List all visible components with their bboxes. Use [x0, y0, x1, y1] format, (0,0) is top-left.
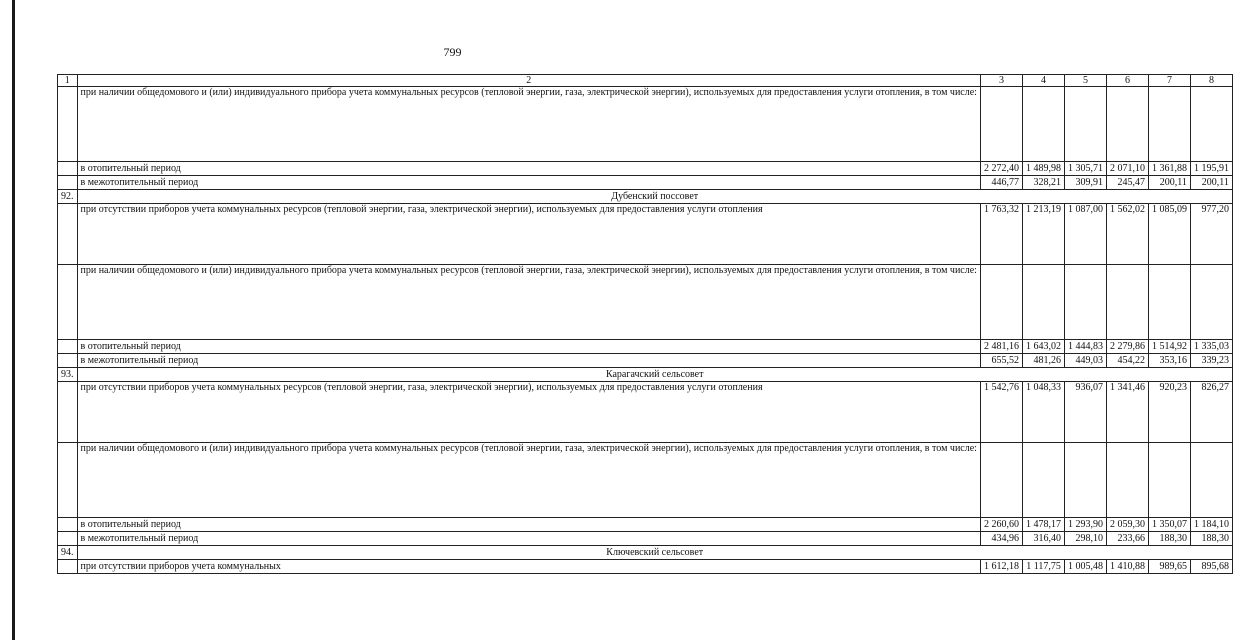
- value-cell: [1190, 443, 1232, 518]
- table-row: [58, 532, 1233, 546]
- value-cell: [980, 443, 1022, 518]
- value-cell: 1 184,10: [1190, 518, 1232, 532]
- table-row: [58, 162, 1233, 176]
- value-cell: 1 763,32: [980, 204, 1022, 265]
- value-cell: 245,47: [1106, 176, 1148, 190]
- value-cell: 1 335,03: [1190, 340, 1232, 354]
- value-cell: 895,68: [1190, 560, 1232, 574]
- value-cell: 434,96: [980, 532, 1022, 546]
- value-cell: 2 481,16: [980, 340, 1022, 354]
- value-cell: 1 489,98: [1022, 162, 1064, 176]
- value-cell: 233,66: [1106, 532, 1148, 546]
- value-cell: 1 612,18: [980, 560, 1022, 574]
- value-cell: [980, 87, 1022, 162]
- section-row: [58, 546, 1233, 560]
- row-description: в отопительный период: [77, 162, 980, 176]
- row-description: при отсутствии приборов учета коммунальных: [77, 560, 980, 574]
- value-cell: 1 213,19: [1022, 204, 1064, 265]
- value-cell: [980, 265, 1022, 340]
- column-number-row: [58, 75, 1233, 87]
- section-number: 92.: [58, 190, 78, 204]
- row-number-cell: [58, 162, 78, 176]
- section-number: 94.: [58, 546, 78, 560]
- value-cell: 188,30: [1148, 532, 1190, 546]
- value-cell: 2 279,86: [1106, 340, 1148, 354]
- row-number-cell: [58, 204, 78, 265]
- value-cell: 2 260,60: [980, 518, 1022, 532]
- value-cell: 454,22: [1106, 354, 1148, 368]
- row-number-cell: [58, 354, 78, 368]
- row-number-cell: [58, 265, 78, 340]
- value-cell: 1 361,88: [1148, 162, 1190, 176]
- value-cell: [1190, 265, 1232, 340]
- section-number: 93.: [58, 368, 78, 382]
- table-row: [58, 560, 1233, 574]
- value-cell: 188,30: [1190, 532, 1232, 546]
- value-cell: [1148, 87, 1190, 162]
- column-header: 5: [1064, 75, 1106, 87]
- table-row: [58, 382, 1233, 443]
- value-cell: [1106, 443, 1148, 518]
- section-title: Карагачский сельсовет: [77, 368, 1232, 382]
- value-cell: 1 562,02: [1106, 204, 1148, 265]
- section-row: [58, 368, 1233, 382]
- value-cell: 328,21: [1022, 176, 1064, 190]
- value-cell: 1 410,88: [1106, 560, 1148, 574]
- column-header: 6: [1106, 75, 1148, 87]
- table-row: [58, 518, 1233, 532]
- row-description: при отсутствии приборов учета коммунальных ресурсов (тепловой энергии, газа, электрической энергии), используемых для предоставления услуги отопления: [77, 382, 980, 443]
- row-description: при наличии общедомового и (или) индивидуального прибора учета коммунальных ресурсов (тепловой энергии, газа, электрической энергии), используемых для предоставления услуги отопления, в том числе:: [77, 265, 980, 340]
- page-number: 799: [443, 45, 462, 59]
- value-cell: 298,10: [1064, 532, 1106, 546]
- row-number-cell: [58, 340, 78, 354]
- row-number-cell: [58, 382, 78, 443]
- value-cell: 446,77: [980, 176, 1022, 190]
- row-description: при наличии общедомового и (или) индивидуального прибора учета коммунальных ресурсов (тепловой энергии, газа, электрической энергии), используемых для предоставления услуги отопления, в том числе:: [77, 443, 980, 518]
- column-header: 8: [1190, 75, 1232, 87]
- value-cell: [1022, 87, 1064, 162]
- value-cell: 1 293,90: [1064, 518, 1106, 532]
- row-description: в межотопительный период: [77, 354, 980, 368]
- table-row: [58, 176, 1233, 190]
- value-cell: [1148, 265, 1190, 340]
- column-header: 2: [77, 75, 980, 87]
- column-header: 4: [1022, 75, 1064, 87]
- value-cell: 1 444,83: [1064, 340, 1106, 354]
- table-row: [58, 354, 1233, 368]
- value-cell: 920,23: [1148, 382, 1190, 443]
- column-header: 7: [1148, 75, 1190, 87]
- table-row: [58, 87, 1233, 162]
- value-cell: 1 341,46: [1106, 382, 1148, 443]
- value-cell: 339,23: [1190, 354, 1232, 368]
- value-cell: [1064, 87, 1106, 162]
- value-cell: [1064, 443, 1106, 518]
- value-cell: 655,52: [980, 354, 1022, 368]
- value-cell: [1106, 87, 1148, 162]
- value-cell: 936,07: [1064, 382, 1106, 443]
- value-cell: 2 272,40: [980, 162, 1022, 176]
- section-title: Дубенский поссовет: [77, 190, 1232, 204]
- table-row: [58, 265, 1233, 340]
- section-row: [58, 190, 1233, 204]
- table-row: [58, 340, 1233, 354]
- value-cell: 449,03: [1064, 354, 1106, 368]
- value-cell: 1 514,92: [1148, 340, 1190, 354]
- row-number-cell: [58, 176, 78, 190]
- value-cell: 481,26: [1022, 354, 1064, 368]
- row-number-cell: [58, 518, 78, 532]
- value-cell: 2 059,30: [1106, 518, 1148, 532]
- value-cell: [1064, 265, 1106, 340]
- value-cell: 1 117,75: [1022, 560, 1064, 574]
- table-row: [58, 443, 1233, 518]
- value-cell: [1106, 265, 1148, 340]
- row-description: при наличии общедомового и (или) индивидуального прибора учета коммунальных ресурсов (тепловой энергии, газа, электрической энергии), используемых для предоставления услуги отопления, в том числе:: [77, 87, 980, 162]
- value-cell: [1148, 443, 1190, 518]
- row-number-cell: [58, 443, 78, 518]
- row-description: при отсутствии приборов учета коммунальных ресурсов (тепловой энергии, газа, электрической энергии), используемых для предоставления услуги отопления: [77, 204, 980, 265]
- value-cell: 2 071,10: [1106, 162, 1148, 176]
- row-description: в отопительный период: [77, 518, 980, 532]
- value-cell: [1022, 265, 1064, 340]
- value-cell: 353,16: [1148, 354, 1190, 368]
- row-description: в отопительный период: [77, 340, 980, 354]
- value-cell: 1 478,17: [1022, 518, 1064, 532]
- value-cell: 200,11: [1190, 176, 1232, 190]
- value-cell: 1 305,71: [1064, 162, 1106, 176]
- tariff-table: [57, 74, 1233, 574]
- value-cell: 1 048,33: [1022, 382, 1064, 443]
- section-title: Ключевский сельсовет: [77, 546, 1232, 560]
- left-margin-rule: [12, 0, 15, 640]
- value-cell: 200,11: [1148, 176, 1190, 190]
- value-cell: 1 542,76: [980, 382, 1022, 443]
- row-number-cell: [58, 87, 78, 162]
- value-cell: 1 087,00: [1064, 204, 1106, 265]
- value-cell: 1 085,09: [1148, 204, 1190, 265]
- row-description: в межотопительный период: [77, 532, 980, 546]
- value-cell: 316,40: [1022, 532, 1064, 546]
- value-cell: [1022, 443, 1064, 518]
- row-description: в межотопительный период: [77, 176, 980, 190]
- table-row: [58, 204, 1233, 265]
- value-cell: 1 195,91: [1190, 162, 1232, 176]
- row-number-cell: [58, 532, 78, 546]
- value-cell: 977,20: [1190, 204, 1232, 265]
- row-number-cell: [58, 560, 78, 574]
- value-cell: 989,65: [1148, 560, 1190, 574]
- value-cell: 826,27: [1190, 382, 1232, 443]
- value-cell: 1 350,07: [1148, 518, 1190, 532]
- column-header: 1: [58, 75, 78, 87]
- column-header: 3: [980, 75, 1022, 87]
- value-cell: 1 643,02: [1022, 340, 1064, 354]
- value-cell: 309,91: [1064, 176, 1106, 190]
- value-cell: 1 005,48: [1064, 560, 1106, 574]
- value-cell: [1190, 87, 1232, 162]
